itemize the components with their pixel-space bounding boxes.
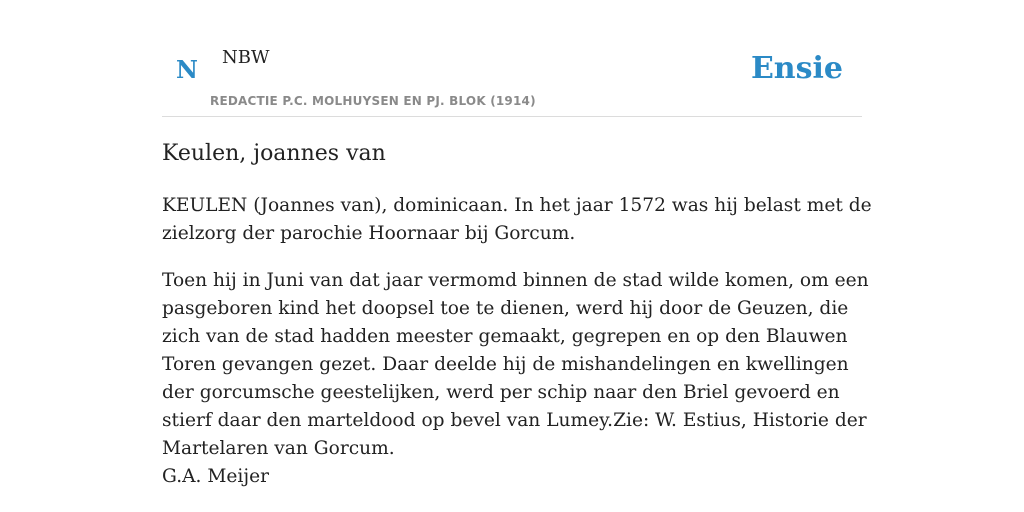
brand-logo[interactable]: Ensie — [750, 51, 843, 86]
source-name[interactable]: NBW — [222, 47, 270, 68]
source-logo: N — [176, 55, 198, 84]
article-paragraph: Toen hij in Juni van dat jaar vermomd binnen de stad wilde komen, om een pasgeboren kind het doopsel toe te dienen, werd hij door de Geuzen, die zich van de stad hadden meester gemaakt, gegrepen en op den Blauwen Toren gevangen gezet. Daar deelde hij de mishandelingen en kwellingen der gorcumsche geestelijken, werd per schip naar den Briel gevoerd en stierf daar den marteldood op bevel van Lumey.Zie: W. Estius, Historie der Martelaren van Gorcum. — [162, 270, 869, 459]
article-title: Keulen, joannes van — [162, 141, 386, 166]
article-paragraph: KEULEN (Joannes van), dominicaan. In het jaar 1572 was hij belast met de zielzorg der parochie Hoornaar bij Gorcum. — [162, 195, 872, 244]
source-subtitle: REDACTIE P.C. MOLHUYSEN EN PJ. BLOK (1914) — [210, 94, 536, 108]
article-author: G.A. Meijer — [162, 466, 269, 487]
article-body — [162, 192, 874, 482]
header — [162, 0, 862, 117]
